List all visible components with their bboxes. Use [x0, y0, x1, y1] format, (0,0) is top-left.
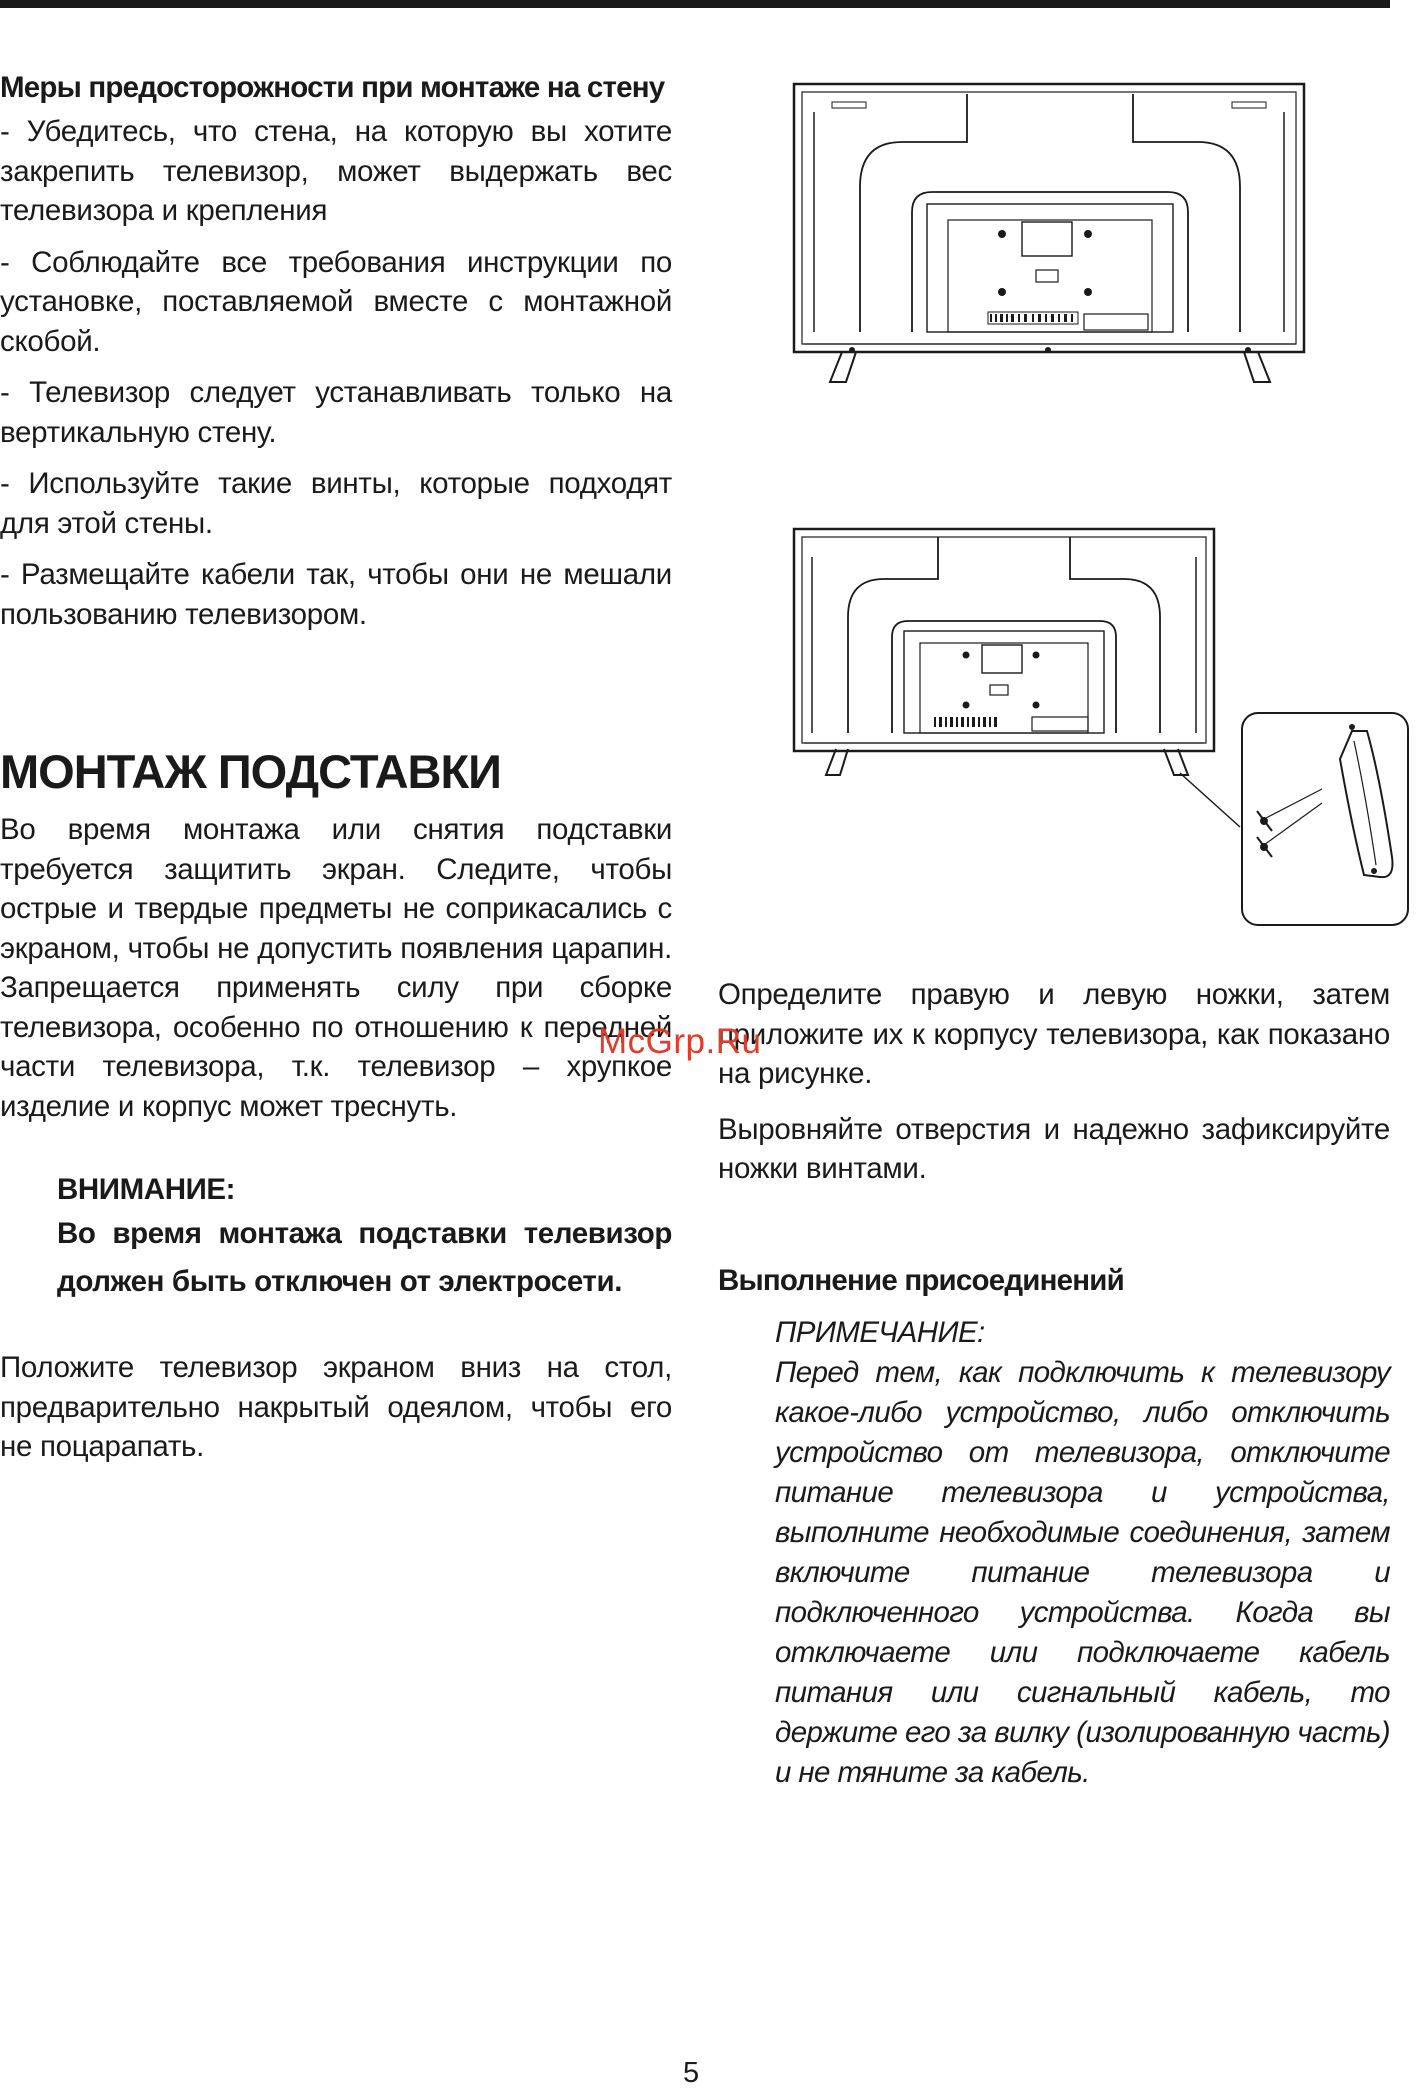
precaution-item-5: - Размещайте кабели так, чтобы они не мешали пользованию телевизором. [0, 558, 672, 631]
warning-text: Во время монтажа подставки телевизор должен быть отключен от электросети. [57, 1217, 672, 1298]
precaution-item-1: - Убедитесь, что стена, на которую вы хотите закрепить телевизор, может выдержать вес телевизора и крепления [0, 115, 672, 227]
place-tv-text: Положите телевизор экраном вниз на стол, предварительно накрытый одеялом, чтобы его не поцарапать. [0, 1351, 672, 1463]
warning-label: ВНИМАНИЕ: [57, 1173, 236, 1206]
precaution-item-4: - Используйте такие винты, которые подходят для этой стены. [0, 467, 672, 540]
stand-intro: Во время монтажа или снятия подставки требуется защитить экран. Следите, чтобы острые и твердые предметы не соприкасались с экраном, чтобы не допустить появления царапин. Запрещается применять силу при сборке телевизора, особенно по отношению к передней части телевизора, т.к. телевизор – хрупкое изделие и корпус может треснуть. [0, 813, 672, 1123]
stand-section-title: МОНТАЖ ПОДСТАВКИ [0, 745, 501, 798]
precautions-title: Меры предосторожности при монтаже на стену [0, 71, 665, 104]
tv-back-diagram-legs-attached [792, 82, 1308, 404]
tv-back-diagram-leg-detail [792, 527, 1421, 937]
page-number: 5 [683, 2057, 700, 2089]
watermark: McGrp.Ru [598, 1022, 762, 1061]
right-column [718, 975, 1390, 1793]
align-instruction: Выровняйте отверстия и надежно зафиксируйте ножки винтами. [718, 1112, 1390, 1185]
connections-title: Выполнение присоединений [718, 1263, 1124, 1297]
precaution-item-2: - Соблюдайте все требования инструкции по установке, поставляемой вместе с монтажной скобой. [0, 245, 672, 358]
note-text: Перед тем, как подключить к телевизору какое-либо устройство, либо отключить устройство от телевизора, отключите питание телевизора и устройства, выполните необходимые соединения, затем включите питание телевизора и подключенного устройства. Когда вы отключаете или подключаете кабель питания или сигнальный кабель, то держите его за вилку (изолированную часть) и не тяните за кабель. [775, 1355, 1390, 1789]
legs-instruction: Определите правую и левую ножки, затем приложите их к корпусу телевизора, как показано на рисунке. [718, 978, 1390, 1090]
note-label: ПРИМЕЧАНИЕ: [775, 1315, 985, 1349]
left-column [0, 68, 672, 1467]
top-rule [0, 0, 1390, 8]
precaution-item-3: - Телевизор следует устанавливать только на вертикальную стену. [0, 376, 672, 449]
